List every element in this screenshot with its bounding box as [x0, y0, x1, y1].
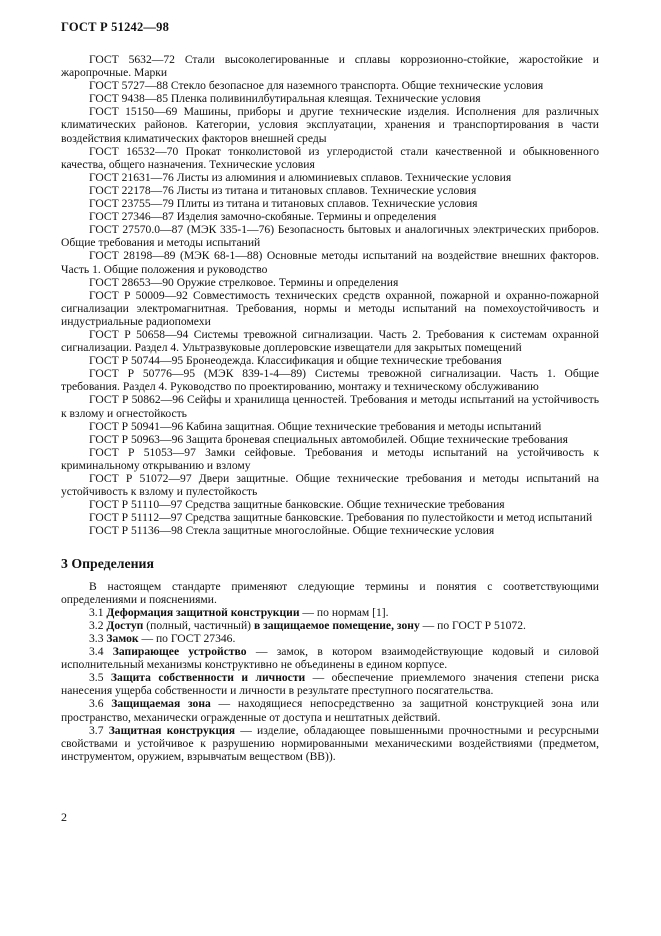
section-title: 3 Определения [61, 556, 154, 572]
reference-item: ГОСТ 9438—85 Пленка поливинилбутиральная клеящая. Технические условия [89, 92, 481, 106]
reference-item: ГОСТ Р 50658—94 Системы тревожной сигнализации. Часть 2. Требования к системам охранной сигнализации. Раздел 4. Ультразвуковые доплеровские извещатели для закрытых помещений [61, 327, 599, 355]
reference-item: ГОСТ 5632—72 Стали высоколегированные и сплавы коррозионно-стойкие, жаростойкие и жаропрочные. Марки [61, 53, 599, 80]
definition-number: 3.3 [89, 631, 104, 645]
reference-item: ГОСТ Р 51072—97 Двери защитные. Общие технические требования и методы испытаний на устойчивость к взлому и пулестойкость [61, 472, 599, 499]
definition-term: Доступ [106, 618, 144, 632]
reference-item: ГОСТ Р 50009—92 Совместимость технических средств охранной, пожарной и охранно-пожарной сигнализации электромагнитная. Требования, нормы и методы испытаний на помехоустойчивость и индустриальные радиопомехи [61, 288, 599, 328]
reference-item: ГОСТ Р 51136—98 Стекла защитные многослойные. Общие технические условия [89, 524, 495, 538]
definition-item [61, 619, 599, 632]
reference-item: ГОСТ 28198—89 (МЭК 68-1—88) Основные методы испытаний на воздействие внешних факторов. Часть 1. Общие положения и руководство [61, 249, 599, 276]
section-intro: В настоящем стандарте применяют следующие термины и понятия с соответствующими определениями и пояснениями. [61, 579, 599, 606]
definition-term: Защита собственности и личности [110, 671, 306, 685]
page-header: ГОСТ Р 51242—98 [61, 20, 170, 34]
definition-term: Деформация защитной конструкции [106, 605, 300, 619]
reference-item: ГОСТ 22178—76 Листы из титана и титановых сплавов. Технические условия [89, 183, 477, 197]
page-number: 2 [61, 810, 67, 824]
definition-item [61, 632, 599, 645]
reference-item: ГОСТ 5727—88 Стекло безопасное для наземного транспорта. Общие технические условия [89, 79, 544, 93]
definition-text: — обеспечение приемлемого значения степени риска нанесения ущерба собственности и личности в результате преступного посягательства. [61, 671, 599, 698]
reference-item: ГОСТ Р 51112—97 Средства защитные банковские. Требования по пулестойкости и метод испытаний [89, 511, 593, 525]
definition-number: 3.2 [89, 618, 104, 632]
definition-item [61, 606, 599, 619]
definition-text: — по нормам [1]. [299, 605, 389, 619]
definition-item [61, 671, 599, 697]
definition-number: 3.6 [89, 697, 104, 711]
definition-text: — изделие, обладающее повышенными прочностными и ресурсными свойствами и устойчивое к разрушению нормированными механическими воздействиями (предметом, инструментом, оружием, взрывчатым веществом (ВВ)). [61, 723, 599, 763]
definition-item [61, 697, 599, 723]
document-body [61, 53, 599, 763]
definition-number: 3.1 [89, 605, 104, 619]
definition-text: — находящиеся непосредственно за защитной конструкцией зона или пространство, механически огражденные от доступа и нештатных действий. [61, 697, 599, 724]
definition-text: — по ГОСТ 27346. [138, 631, 236, 645]
definition-number: 3.5 [89, 671, 104, 685]
definition-term: в защищаемое помещение, зону [253, 618, 420, 632]
definition-term: Замок [106, 631, 139, 645]
definition-term: Защищаемая зона [111, 697, 211, 711]
reference-item: ГОСТ 27346—87 Изделия замочно-скобяные. Термины и определения [89, 210, 437, 224]
definition-term: Запирающее устройство [112, 645, 247, 659]
reference-item: ГОСТ 23755—79 Плиты из титана и титановых сплавов. Технические условия [89, 197, 478, 211]
definition-text: — по ГОСТ Р 51072. [419, 618, 526, 632]
reference-item: ГОСТ 27570.0—87 (МЭК 335-1—76) Безопасность бытовых и аналогичных электрических приборов. Общие требования и методы испытаний [61, 223, 599, 250]
definition-item [61, 645, 599, 671]
reference-item: ГОСТ Р 51053—97 Замки сейфовые. Требования и методы испытаний на устойчивость к криминальному открыванию и взлому [61, 445, 599, 472]
reference-item: ГОСТ 15150—69 Машины, приборы и другие технические изделия. Исполнения для различных климатических районов. Категории, условия эксплуатации, хранения и транспортирования в части воздействия климатических факторов внешней среды [61, 105, 599, 145]
reference-item: ГОСТ Р 50862—96 Сейфы и хранилища ценностей. Требования и методы испытаний на устойчивость к взлому и огнестойкость [61, 393, 599, 420]
definition-term: Защитная конструкция [108, 723, 236, 737]
reference-item: ГОСТ Р 51110—97 Средства защитные банковские. Общие технические требования [89, 498, 505, 512]
reference-item: ГОСТ Р 50776—95 (МЭК 839-1-4—89) Системы тревожной сигнализации. Часть 1. Общие требования. Раздел 4. Руководство по проектированию, монтажу и техническому обслуживанию [61, 367, 599, 394]
definition-text: — замок, в котором взаимодействующие кодовый и силовой исполнительный механизмы конструктивно не объединены в едином корпусе. [61, 645, 600, 672]
references-list [61, 53, 599, 537]
definition-text: (полный, частичный) [143, 618, 254, 632]
reference-item: ГОСТ 21631—76 Листы из алюминия и алюминиевых сплавов. Технические условия [89, 170, 512, 184]
reference-item: ГОСТ Р 50941—96 Кабина защитная. Общие технические требования и методы испытаний [89, 419, 542, 433]
reference-item: ГОСТ 16532—70 Прокат тонколистовой из углеродистой стали качественной и обыкновенного качества, общего назначения. Технические условия [61, 144, 599, 171]
reference-item: ГОСТ 28653—90 Оружие стрелковое. Термины и определения [89, 275, 399, 289]
definition-number: 3.4 [89, 645, 104, 659]
reference-item: ГОСТ Р 50963—96 Защита броневая специальных автомобилей. Общие технические требования [89, 432, 568, 446]
definition-number: 3.7 [89, 723, 104, 737]
reference-item: ГОСТ Р 50744—95 Бронеодежда. Классификация и общие технические требования [89, 354, 502, 368]
definition-item [61, 724, 599, 763]
